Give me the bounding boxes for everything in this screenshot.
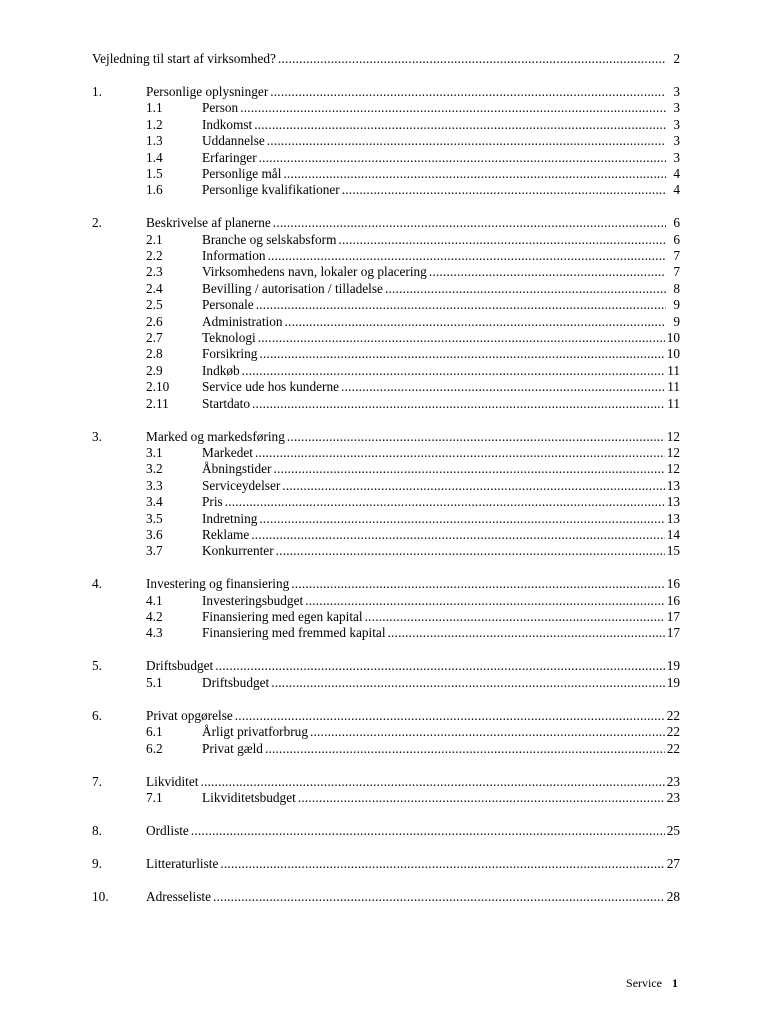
toc-entry-title: Litteraturliste bbox=[146, 855, 219, 871]
toc-subsection-entry[interactable] bbox=[92, 379, 680, 395]
toc-entry-title: Branche og selskabsform bbox=[202, 231, 337, 247]
toc-entry-title: Åbningstider bbox=[202, 461, 272, 477]
toc-entry-number: 2.2 bbox=[146, 248, 163, 264]
toc-entry-number: 1.2 bbox=[146, 116, 163, 132]
toc-entry-number: 5. bbox=[92, 658, 102, 674]
toc-entry-title: Likviditet bbox=[146, 773, 199, 789]
toc-subsection-entry[interactable] bbox=[92, 790, 680, 806]
toc-entry-number: 9. bbox=[92, 855, 102, 871]
toc-entry-number: 1.4 bbox=[146, 149, 163, 165]
toc-entry-title: Reklame bbox=[202, 526, 250, 542]
table-of-contents bbox=[92, 51, 680, 905]
toc-entry-number: 7.1 bbox=[146, 790, 163, 805]
toc-entry-page: 10 bbox=[666, 346, 680, 362]
toc-entry-title: Årligt privatforbrug bbox=[202, 724, 308, 740]
dot-leader bbox=[271, 675, 664, 691]
toc-subsection-entry[interactable] bbox=[92, 264, 680, 280]
toc-entry-number: 1.6 bbox=[146, 182, 163, 198]
toc-entry-title: Personale bbox=[202, 297, 254, 313]
toc-entry-page: 27 bbox=[666, 855, 680, 871]
dot-leader bbox=[242, 363, 666, 379]
toc-entry-number: 6.1 bbox=[146, 724, 163, 740]
dot-leader bbox=[255, 445, 665, 461]
toc-subsection-entry[interactable] bbox=[92, 741, 680, 757]
dot-leader bbox=[240, 100, 666, 116]
toc-subsection-entry[interactable] bbox=[92, 478, 680, 494]
toc-entry-number: 3. bbox=[92, 428, 102, 444]
toc-entry-page: 3 bbox=[673, 133, 680, 149]
toc-entry-title: Person bbox=[202, 100, 239, 116]
dot-leader bbox=[310, 724, 665, 740]
toc-subsection-entry[interactable] bbox=[92, 117, 680, 133]
toc-entry-title: Teknologi bbox=[202, 330, 256, 346]
toc-entry-title: Virksomhedens navn, lokaler og placering bbox=[202, 264, 427, 280]
spacer bbox=[92, 412, 680, 429]
toc-entry-title: Startdato bbox=[202, 395, 251, 411]
toc-entry-title: Privat opgørelse bbox=[146, 707, 233, 723]
dot-leader bbox=[273, 215, 666, 231]
toc-entry-page: 6 bbox=[673, 215, 680, 231]
toc-entry-page: 28 bbox=[666, 888, 680, 904]
page-footer bbox=[626, 976, 678, 991]
toc-section-entry[interactable] bbox=[92, 576, 680, 592]
toc-entry-page: 16 bbox=[666, 592, 680, 608]
toc-entry-title: Bevilling / autorisation / tilladelse bbox=[202, 280, 383, 296]
toc-section-entry[interactable] bbox=[92, 429, 680, 445]
toc-entry-title: Privat gæld bbox=[202, 740, 263, 756]
toc-entry-page: 13 bbox=[666, 510, 680, 526]
toc-entry-title: Administration bbox=[202, 313, 283, 329]
toc-entry-page: 7 bbox=[673, 248, 680, 264]
toc-entry-title: Investering og finansiering bbox=[146, 576, 290, 592]
toc-entry-page: 8 bbox=[673, 280, 680, 296]
toc-section-entry[interactable] bbox=[92, 215, 680, 231]
toc-entry-number: 10. bbox=[92, 888, 109, 904]
toc-subsection-entry[interactable] bbox=[92, 609, 680, 625]
toc-entry-number: 2.9 bbox=[146, 362, 163, 378]
toc-entry-page: 23 bbox=[666, 773, 680, 789]
toc-entry-page: 12 bbox=[666, 444, 680, 460]
toc-entry-title: Erfaringer bbox=[202, 149, 257, 165]
toc-subsection-entry[interactable] bbox=[92, 593, 680, 609]
toc-entry-page: 22 bbox=[666, 724, 680, 740]
dot-leader bbox=[276, 543, 665, 559]
toc-entry-page: 22 bbox=[666, 707, 680, 723]
toc-entry-number: 6. bbox=[92, 707, 102, 723]
dot-leader bbox=[291, 576, 664, 592]
toc-entry-number: 1. bbox=[92, 83, 102, 99]
dot-leader bbox=[256, 297, 666, 313]
toc-entry-title: Konkurrenter bbox=[202, 543, 274, 559]
toc-entry-number: 2.8 bbox=[146, 346, 163, 362]
toc-entry-page: 11 bbox=[667, 395, 680, 411]
toc-entry-page: 4 bbox=[673, 182, 680, 198]
toc-entry-title: Finansiering med egen kapital bbox=[202, 609, 363, 625]
toc-entry-page: 17 bbox=[666, 625, 680, 641]
footer-label: Service bbox=[626, 976, 662, 990]
toc-entry-page: 3 bbox=[673, 83, 680, 99]
toc-entry-page: 6 bbox=[673, 231, 680, 247]
dot-leader bbox=[220, 856, 664, 872]
dot-leader bbox=[341, 379, 665, 395]
dot-leader bbox=[287, 429, 665, 445]
toc-entry-title: Pris bbox=[202, 494, 223, 510]
spacer bbox=[92, 642, 680, 659]
toc-entry-number: 2.7 bbox=[146, 330, 163, 346]
toc-section-entry[interactable] bbox=[92, 856, 680, 872]
toc-entry-title: Personlige kvalifikationer bbox=[202, 182, 340, 198]
toc-subsection-entry[interactable] bbox=[92, 100, 680, 116]
toc-entry-number: 1.1 bbox=[146, 100, 163, 116]
toc-entry-title: Information bbox=[202, 248, 266, 264]
toc-entry-title: Driftsbudget bbox=[146, 658, 214, 674]
dot-leader bbox=[385, 281, 666, 297]
dot-leader bbox=[259, 346, 664, 362]
toc-entry-title: Indkomst bbox=[202, 116, 253, 132]
dot-leader bbox=[258, 330, 665, 346]
spacer bbox=[92, 806, 680, 823]
toc-entry-page: 13 bbox=[666, 494, 680, 510]
toc-entry-number: 4.3 bbox=[146, 625, 163, 641]
toc-entry-title: Personlige mål bbox=[202, 165, 282, 181]
toc-section-entry[interactable] bbox=[92, 774, 680, 790]
toc-subsection-entry[interactable] bbox=[92, 363, 680, 379]
toc-entry-page: 9 bbox=[673, 297, 680, 313]
dot-leader bbox=[267, 133, 666, 149]
toc-entry-number: 3.4 bbox=[146, 494, 163, 510]
toc-entry-page: 22 bbox=[666, 740, 680, 756]
footer-page-number: 1 bbox=[672, 976, 678, 990]
dot-leader bbox=[265, 741, 665, 757]
dot-leader bbox=[273, 461, 664, 477]
toc-entry-title: Markedet bbox=[202, 444, 253, 460]
toc-entry-page: 15 bbox=[666, 543, 680, 559]
toc-entry-title: Service ude hos kunderne bbox=[202, 379, 339, 395]
toc-entry-page: 12 bbox=[666, 461, 680, 477]
spacer bbox=[92, 757, 680, 774]
toc-entry-title: Uddannelse bbox=[202, 133, 265, 149]
toc-entry-page: 19 bbox=[666, 674, 680, 690]
toc-entry-page: 10 bbox=[666, 330, 680, 346]
toc-section-entry[interactable] bbox=[92, 823, 680, 839]
toc-entry-number: 1.3 bbox=[146, 133, 163, 149]
toc-entry-number: 2.3 bbox=[146, 264, 163, 280]
toc-entry-title: Investeringsbudget bbox=[202, 592, 304, 608]
toc-entry-title: Beskrivelse af planerne bbox=[146, 215, 271, 231]
dot-leader bbox=[259, 511, 664, 527]
toc-entry-title: Vejledning til start af virksomhed? bbox=[92, 51, 276, 66]
toc-subsection-entry[interactable] bbox=[92, 232, 680, 248]
dot-leader bbox=[191, 823, 665, 839]
toc-subsection-entry[interactable] bbox=[92, 724, 680, 740]
spacer bbox=[92, 839, 680, 856]
dot-leader bbox=[298, 790, 665, 806]
dot-leader bbox=[278, 51, 666, 67]
toc-entry-page: 17 bbox=[666, 609, 680, 625]
toc-entry-number: 2.4 bbox=[146, 280, 163, 296]
dot-leader bbox=[235, 708, 665, 724]
spacer bbox=[92, 199, 680, 216]
toc-entry-number: 2.6 bbox=[146, 313, 163, 329]
toc-sections bbox=[92, 84, 680, 905]
toc-subsection-entry[interactable] bbox=[92, 396, 680, 412]
toc-entry-title: Ordliste bbox=[146, 822, 189, 838]
toc-subsection-entry[interactable] bbox=[92, 314, 680, 330]
dot-leader bbox=[251, 527, 664, 543]
toc-entry-number: 4.2 bbox=[146, 609, 163, 625]
toc-entry-number: 3.7 bbox=[146, 543, 163, 559]
dot-leader bbox=[282, 478, 664, 494]
spacer bbox=[92, 872, 680, 889]
toc-subsection-entry[interactable] bbox=[92, 297, 680, 313]
dot-leader bbox=[268, 248, 666, 264]
spacer bbox=[92, 560, 680, 577]
toc-entry-page: 11 bbox=[667, 362, 680, 378]
toc-subsection-entry[interactable] bbox=[92, 527, 680, 543]
spacer bbox=[92, 691, 680, 708]
toc-subsection-entry[interactable] bbox=[92, 494, 680, 510]
toc-subsection-entry[interactable] bbox=[92, 133, 680, 149]
toc-entry-page: 4 bbox=[673, 165, 680, 181]
toc-entry-number: 2.11 bbox=[146, 395, 169, 411]
dot-leader bbox=[215, 658, 664, 674]
toc-entry-page: 3 bbox=[673, 100, 680, 116]
toc-entry-number: 2.10 bbox=[146, 379, 170, 395]
toc-entry-page: 11 bbox=[667, 379, 680, 395]
toc-subsection-entry[interactable] bbox=[92, 182, 680, 198]
toc-entry-number: 2. bbox=[92, 215, 102, 231]
toc-entry-number: 2.5 bbox=[146, 297, 163, 313]
spacer bbox=[92, 67, 680, 84]
toc-entry-title: Adresseliste bbox=[146, 888, 211, 904]
toc-entry-page: 3 bbox=[673, 116, 680, 132]
dot-leader bbox=[200, 774, 664, 790]
dot-leader bbox=[283, 166, 666, 182]
toc-entry-title: Serviceydelser bbox=[202, 477, 281, 493]
toc-entry-number: 3.2 bbox=[146, 461, 163, 477]
toc-subsection-entry[interactable] bbox=[92, 330, 680, 346]
toc-entry-number: 4.1 bbox=[146, 592, 163, 608]
toc-section-entry[interactable] bbox=[92, 708, 680, 724]
toc-entry-title: Personlige oplysninger bbox=[146, 83, 269, 99]
toc-entry-title: Indretning bbox=[202, 510, 258, 526]
toc-subsection-entry[interactable] bbox=[92, 281, 680, 297]
toc-entry-number: 5.1 bbox=[146, 674, 163, 690]
toc-section-entry[interactable] bbox=[92, 84, 680, 100]
toc-subsection-entry[interactable] bbox=[92, 248, 680, 264]
toc-section-entry[interactable] bbox=[92, 889, 680, 905]
toc-entry-page: 3 bbox=[673, 149, 680, 165]
toc-entry-title: Finansiering med fremmed kapital bbox=[202, 625, 386, 641]
dot-leader bbox=[213, 889, 665, 905]
dot-leader bbox=[365, 609, 665, 625]
toc-subsection-entry[interactable] bbox=[92, 511, 680, 527]
toc-entry-title: Marked og markedsføring bbox=[146, 428, 285, 444]
toc-subsection-entry[interactable] bbox=[92, 675, 680, 691]
toc-entry-page: 14 bbox=[666, 526, 680, 542]
toc-subsection-entry[interactable] bbox=[92, 461, 680, 477]
toc-entry-page: 16 bbox=[666, 576, 680, 592]
toc-entry-number: 6.2 bbox=[146, 740, 163, 756]
toc-entry-page: 9 bbox=[673, 313, 680, 329]
toc-entry-page: 7 bbox=[673, 264, 680, 280]
toc-entry-page: 19 bbox=[666, 658, 680, 674]
toc-entry-number: 4. bbox=[92, 576, 102, 592]
toc-entry-page: 13 bbox=[666, 477, 680, 493]
toc-subsection-entry[interactable] bbox=[92, 150, 680, 166]
dot-leader bbox=[342, 182, 666, 198]
toc-subsection-entry[interactable] bbox=[92, 543, 680, 559]
toc-entry-number: 3.6 bbox=[146, 526, 163, 542]
toc-entry-title: Forsikring bbox=[202, 346, 258, 362]
dot-leader bbox=[338, 232, 666, 248]
toc-entry-number: 3.1 bbox=[146, 444, 163, 460]
toc-subsection-entry[interactable] bbox=[92, 625, 680, 641]
dot-leader bbox=[285, 314, 666, 330]
toc-entry-title: Indkøb bbox=[202, 362, 240, 378]
toc-entry-page: 25 bbox=[666, 822, 680, 838]
toc-entry-number: 1.5 bbox=[146, 165, 163, 181]
toc-subsection-entry[interactable] bbox=[92, 166, 680, 182]
toc-entry-number: 8. bbox=[92, 822, 102, 838]
dot-leader bbox=[254, 117, 666, 133]
toc-intro-entry[interactable] bbox=[92, 51, 680, 67]
dot-leader bbox=[388, 625, 665, 641]
dot-leader bbox=[225, 494, 665, 510]
toc-subsection-entry[interactable] bbox=[92, 445, 680, 461]
toc-entry-title: Likviditetsbudget bbox=[202, 790, 296, 805]
toc-entry-number: 3.5 bbox=[146, 510, 163, 526]
toc-entry-number: 7. bbox=[92, 773, 102, 789]
dot-leader bbox=[270, 84, 666, 100]
toc-entry-page: 2 bbox=[673, 51, 680, 66]
toc-entry-number: 2.1 bbox=[146, 231, 163, 247]
toc-entry-title: Driftsbudget bbox=[202, 674, 270, 690]
toc-entry-number: 3.3 bbox=[146, 477, 163, 493]
toc-entry-page: 12 bbox=[666, 428, 680, 444]
dot-leader bbox=[429, 264, 666, 280]
toc-entry-page: 23 bbox=[666, 790, 680, 805]
toc-subsection-entry[interactable] bbox=[92, 346, 680, 362]
toc-section-entry[interactable] bbox=[92, 658, 680, 674]
dot-leader bbox=[252, 396, 665, 412]
dot-leader bbox=[259, 150, 666, 166]
dot-leader bbox=[305, 593, 665, 609]
